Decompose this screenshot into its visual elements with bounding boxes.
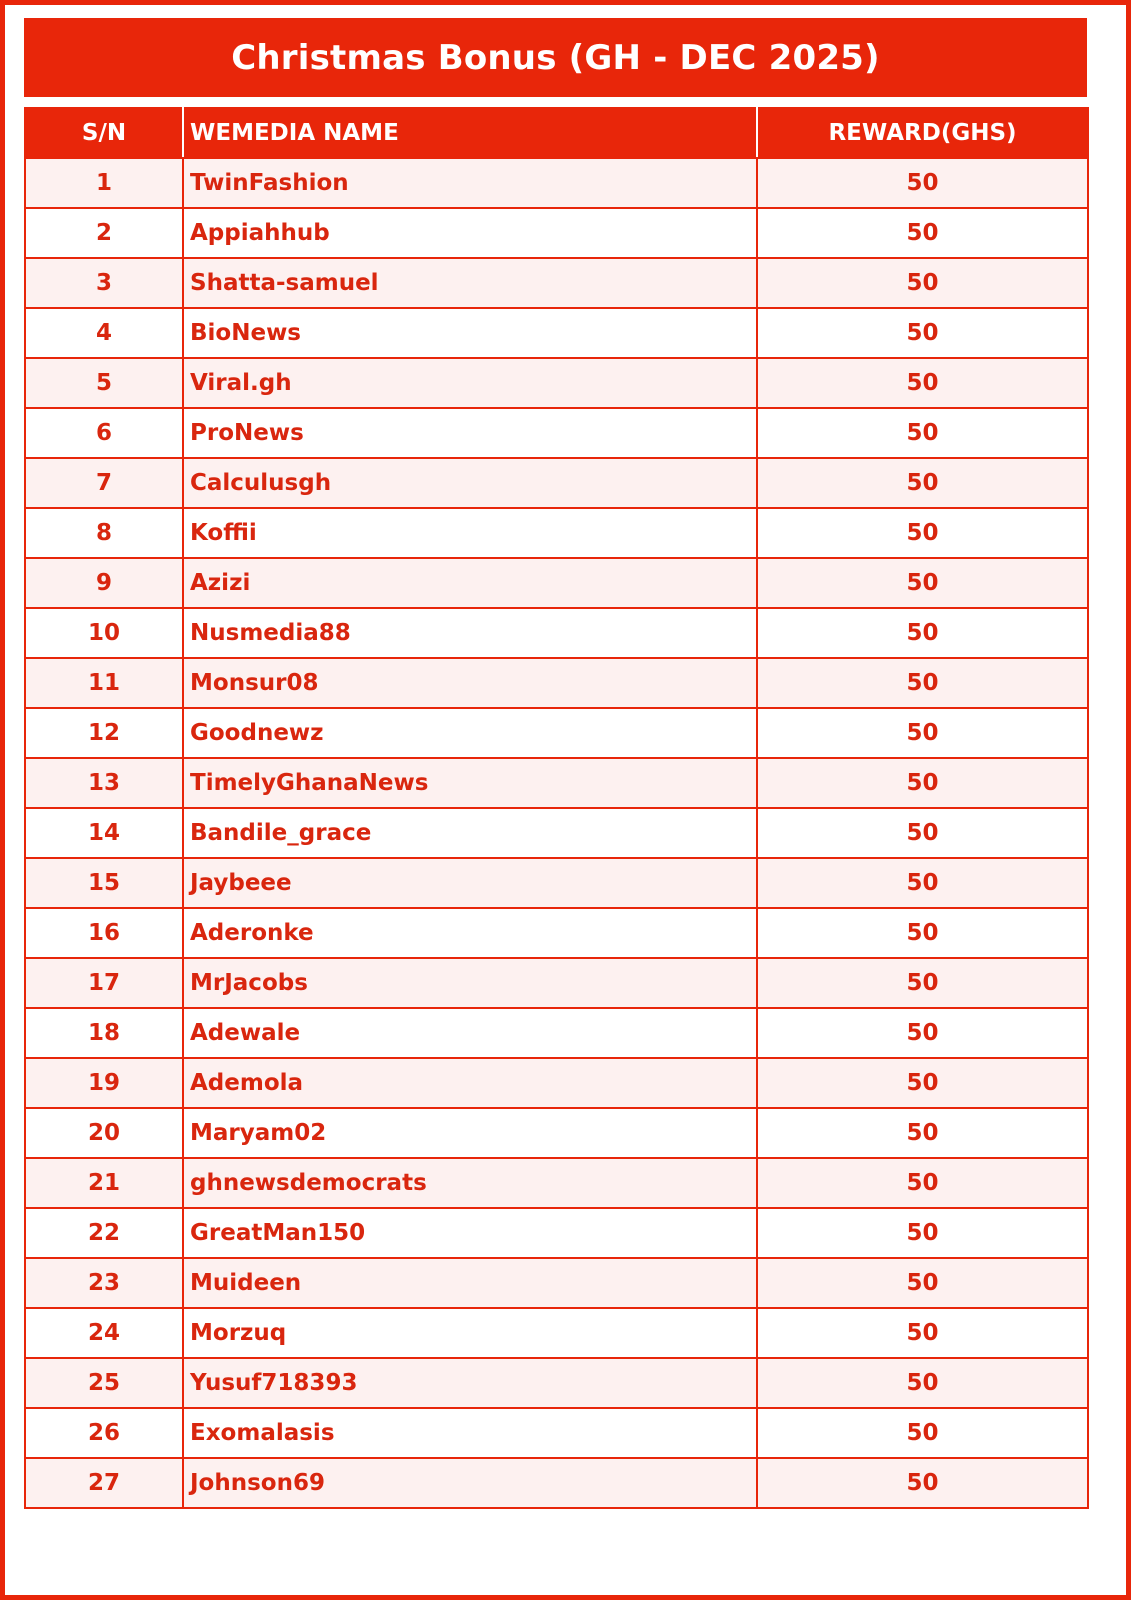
row-wemedia-name: Shatta-samuel: [183, 258, 757, 308]
row-reward: 50: [757, 208, 1088, 258]
table-row: [25, 708, 1088, 758]
table-row: [25, 208, 1088, 258]
table-row: [25, 508, 1088, 558]
row-wemedia-name: Bandile_grace: [183, 808, 757, 858]
row-wemedia-name: Koffii: [183, 508, 757, 558]
row-sn: 5: [25, 358, 183, 408]
row-wemedia-name: Exomalasis: [183, 1408, 757, 1458]
row-sn: 18: [25, 1008, 183, 1058]
table-row: [25, 1308, 1088, 1358]
row-wemedia-name: TwinFashion: [183, 158, 757, 208]
row-wemedia-name: Morzuq: [183, 1308, 757, 1358]
table-row: [25, 1158, 1088, 1208]
row-wemedia-name: Muideen: [183, 1258, 757, 1308]
row-reward: 50: [757, 658, 1088, 708]
table-row: [25, 958, 1088, 1008]
table-row: [25, 1208, 1088, 1258]
table-row: [25, 1458, 1088, 1508]
row-sn: 8: [25, 508, 183, 558]
row-wemedia-name: Goodnewz: [183, 708, 757, 758]
row-wemedia-name: ProNews: [183, 408, 757, 458]
row-reward: 50: [757, 858, 1088, 908]
row-reward: 50: [757, 958, 1088, 1008]
row-wemedia-name: Azizi: [183, 558, 757, 608]
row-wemedia-name: Aderonke: [183, 908, 757, 958]
row-sn: 11: [25, 658, 183, 708]
row-wemedia-name: Appiahhub: [183, 208, 757, 258]
row-sn: 3: [25, 258, 183, 308]
row-reward: 50: [757, 608, 1088, 658]
header-wemedia-name: WEMEDIA NAME: [183, 108, 757, 158]
row-wemedia-name: BioNews: [183, 308, 757, 358]
row-reward: 50: [757, 358, 1088, 408]
row-sn: 22: [25, 1208, 183, 1258]
row-sn: 12: [25, 708, 183, 758]
row-sn: 14: [25, 808, 183, 858]
table-row: [25, 1258, 1088, 1308]
row-reward: 50: [757, 558, 1088, 608]
row-reward: 50: [757, 458, 1088, 508]
row-sn: 26: [25, 1408, 183, 1458]
row-wemedia-name: Viral.gh: [183, 358, 757, 408]
row-reward: 50: [757, 158, 1088, 208]
header-sn: S/N: [25, 108, 183, 158]
row-wemedia-name: ghnewsdemocrats: [183, 1158, 757, 1208]
row-sn: 21: [25, 1158, 183, 1208]
table-row: [25, 308, 1088, 358]
row-reward: 50: [757, 258, 1088, 308]
row-reward: 50: [757, 1258, 1088, 1308]
row-sn: 15: [25, 858, 183, 908]
row-reward: 50: [757, 1008, 1088, 1058]
row-reward: 50: [757, 1058, 1088, 1108]
table-row: [25, 1008, 1088, 1058]
page-title: Christmas Bonus (GH - DEC 2025): [24, 18, 1087, 97]
row-sn: 17: [25, 958, 183, 1008]
table-row: [25, 258, 1088, 308]
table-row: [25, 658, 1088, 708]
row-wemedia-name: Nusmedia88: [183, 608, 757, 658]
table-row: [25, 808, 1088, 858]
row-reward: 50: [757, 1458, 1088, 1508]
row-sn: 2: [25, 208, 183, 258]
row-sn: 6: [25, 408, 183, 458]
table-row: [25, 908, 1088, 958]
table-row: [25, 1408, 1088, 1458]
row-sn: 9: [25, 558, 183, 608]
table-row: [25, 408, 1088, 458]
table-body: [25, 158, 1088, 1508]
row-wemedia-name: TimelyGhanaNews: [183, 758, 757, 808]
row-wemedia-name: Yusuf718393: [183, 1358, 757, 1408]
row-sn: 16: [25, 908, 183, 958]
row-wemedia-name: MrJacobs: [183, 958, 757, 1008]
row-reward: 50: [757, 1308, 1088, 1358]
row-wemedia-name: Calculusgh: [183, 458, 757, 508]
row-reward: 50: [757, 708, 1088, 758]
header-reward: REWARD(GHS): [757, 108, 1088, 158]
row-reward: 50: [757, 408, 1088, 458]
row-sn: 7: [25, 458, 183, 508]
row-sn: 13: [25, 758, 183, 808]
row-sn: 19: [25, 1058, 183, 1108]
table-row: [25, 558, 1088, 608]
table-row: [25, 1108, 1088, 1158]
row-wemedia-name: Maryam02: [183, 1108, 757, 1158]
table-row: [25, 858, 1088, 908]
row-reward: 50: [757, 508, 1088, 558]
row-sn: 25: [25, 1358, 183, 1408]
row-reward: 50: [757, 1108, 1088, 1158]
row-sn: 20: [25, 1108, 183, 1158]
row-sn: 1: [25, 158, 183, 208]
row-reward: 50: [757, 1358, 1088, 1408]
row-reward: 50: [757, 1408, 1088, 1458]
row-reward: 50: [757, 808, 1088, 858]
table-row: [25, 158, 1088, 208]
row-wemedia-name: GreatMan150: [183, 1208, 757, 1258]
row-wemedia-name: Ademola: [183, 1058, 757, 1108]
row-reward: 50: [757, 1208, 1088, 1258]
table-row: [25, 1058, 1088, 1108]
table-row: [25, 358, 1088, 408]
row-reward: 50: [757, 1158, 1088, 1208]
table-row: [25, 1358, 1088, 1408]
table-header-row: [25, 108, 1088, 158]
table-row: [25, 608, 1088, 658]
row-wemedia-name: Johnson69: [183, 1458, 757, 1508]
row-reward: 50: [757, 908, 1088, 958]
row-reward: 50: [757, 758, 1088, 808]
row-sn: 27: [25, 1458, 183, 1508]
row-sn: 10: [25, 608, 183, 658]
row-sn: 24: [25, 1308, 183, 1358]
row-sn: 4: [25, 308, 183, 358]
rewards-table: [24, 107, 1089, 1509]
row-reward: 50: [757, 308, 1088, 358]
row-wemedia-name: Adewale: [183, 1008, 757, 1058]
table-row: [25, 458, 1088, 508]
table-row: [25, 758, 1088, 808]
row-sn: 23: [25, 1258, 183, 1308]
row-wemedia-name: Jaybeee: [183, 858, 757, 908]
row-wemedia-name: Monsur08: [183, 658, 757, 708]
